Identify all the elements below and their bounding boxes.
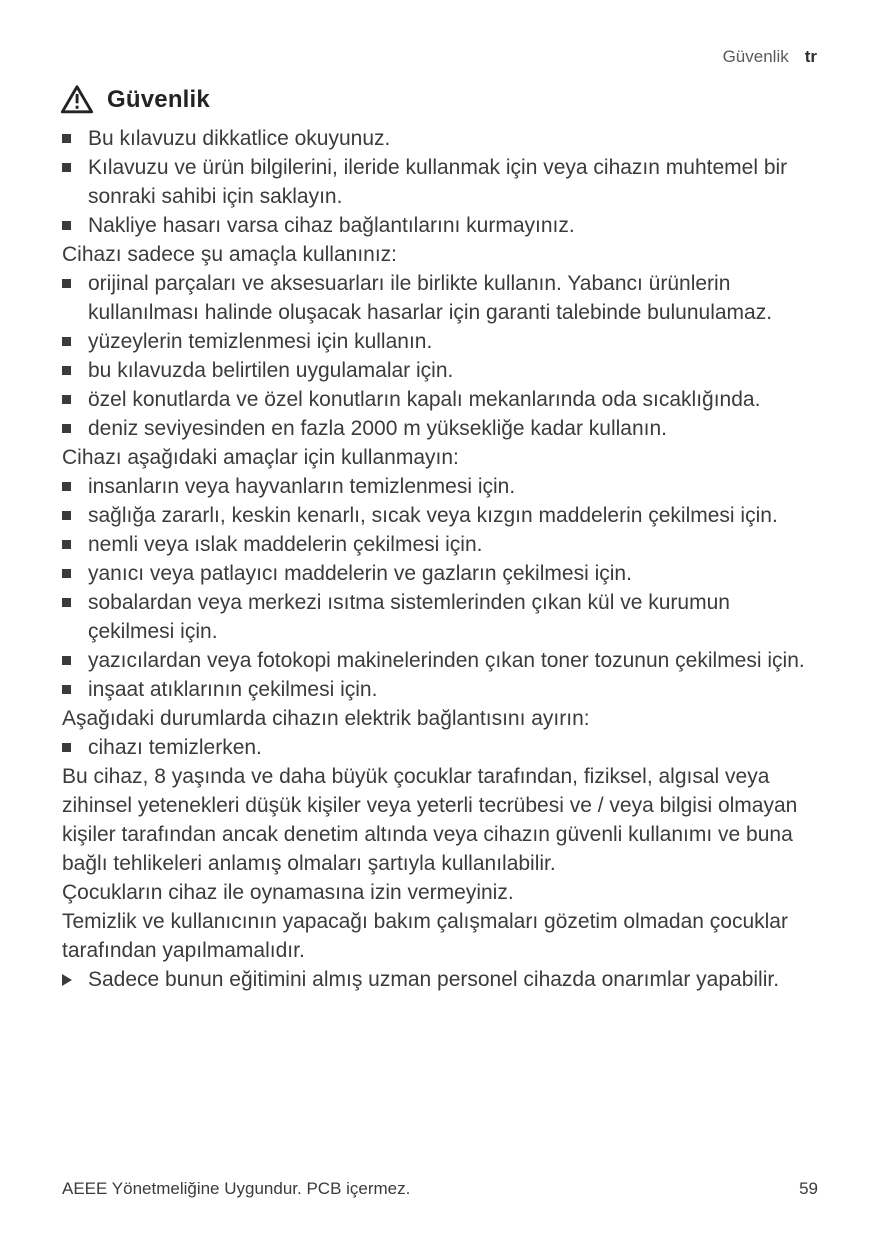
bullet-list-item (62, 153, 818, 211)
text-line (62, 704, 818, 733)
item-text: sağlığa zararlı, keskin kenarlı, sıcak veya kızgın maddelerin çekilmesi için. (88, 504, 778, 527)
item-text: Aşağıdaki durumlarda cihazın elektrik bağlantısını ayırın: (62, 707, 590, 730)
square-bullet-icon (62, 472, 88, 491)
item-text: Temizlik ve kullanıcının yapacağı bakım çalışmaları gözetim olmadan çocuklar tarafından yapılmamalıdır. (62, 910, 788, 962)
square-bullet-icon (62, 327, 88, 346)
square-bullet-glyph (62, 743, 71, 752)
square-bullet-icon (62, 646, 88, 665)
text-line (62, 878, 818, 907)
content (62, 124, 818, 994)
square-bullet-icon (62, 530, 88, 549)
square-bullet-glyph (62, 279, 71, 288)
square-bullet-icon (62, 414, 88, 433)
bullet-list-item (62, 414, 818, 443)
bullet-list-item (62, 559, 818, 588)
item-text: sobalardan veya merkezi ısıtma sistemlerinden çıkan kül ve kurumun çekilmesi için. (88, 591, 730, 643)
bullet-list-item (62, 646, 818, 675)
text-line (62, 443, 818, 472)
square-bullet-icon (62, 153, 88, 172)
square-bullet-glyph (62, 656, 71, 665)
item-text: Cihazı aşağıdaki amaçlar için kullanmayın: (62, 446, 459, 469)
item-text: Kılavuzu ve ürün bilgilerini, ileride kullanmak için veya cihazın muhtemel bir sonraki sahibi için saklayın. (88, 156, 788, 208)
square-bullet-icon (62, 588, 88, 607)
item-text: Sadece bunun eğitimini almış uzman personel cihazda onarımlar yapabilir. (88, 968, 780, 991)
text-line (62, 907, 818, 965)
square-bullet-glyph (62, 337, 71, 346)
bullet-list-item (62, 269, 818, 327)
square-bullet-glyph (62, 598, 71, 607)
item-text: deniz seviyesinden en fazla 2000 m yüksekliğe kadar kullanın. (88, 417, 668, 440)
page-title: Güvenlik (107, 85, 210, 113)
bullet-list-item (62, 327, 818, 356)
item-text: cihazı temizlerken. (88, 736, 262, 759)
page-number: 59 (799, 1179, 818, 1198)
item-text: Nakliye hasarı varsa cihaz bağlantılarını kurmayınız. (88, 214, 575, 237)
item-text: bu kılavuzda belirtilen uygulamalar için. (88, 359, 454, 382)
header-section-label: Güvenlik (722, 47, 789, 66)
square-bullet-glyph (62, 540, 71, 549)
square-bullet-icon (62, 269, 88, 288)
arrow-bullet-glyph (62, 974, 72, 986)
bullet-list-item (62, 733, 818, 762)
bullet-list-item (62, 385, 818, 414)
warning-triangle-icon (60, 84, 94, 115)
item-text: Cihazı sadece şu amaçla kullanınız: (62, 243, 398, 266)
running-header (723, 47, 817, 67)
square-bullet-glyph (62, 163, 71, 172)
item-text: insanların veya hayvanların temizlenmesi için. (88, 475, 516, 498)
arrow-bullet-icon (62, 965, 88, 986)
page-footer (62, 1179, 818, 1199)
square-bullet-icon (62, 385, 88, 404)
text-line (62, 762, 818, 878)
bullet-list-item (62, 356, 818, 385)
item-text: özel konutlarda ve özel konutların kapalı mekanlarında oda sıcaklığında. (88, 388, 761, 411)
item-text: Çocukların cihaz ile oynamasına izin vermeyiniz. (62, 881, 514, 904)
square-bullet-icon (62, 501, 88, 520)
square-bullet-icon (62, 675, 88, 694)
square-bullet-icon (62, 356, 88, 375)
square-bullet-icon (62, 559, 88, 578)
square-bullet-glyph (62, 424, 71, 433)
square-bullet-glyph (62, 366, 71, 375)
item-text: orijinal parçaları ve aksesuarları ile birlikte kullanın. Yabancı ürünlerin kullanılması halinde oluşacak hasarlar için garanti talebinde bulunulamaz. (88, 272, 773, 324)
bullet-list-item (62, 124, 818, 153)
square-bullet-glyph (62, 221, 71, 230)
item-text: inşaat atıklarının çekilmesi için. (88, 678, 378, 701)
item-text: yanıcı veya patlayıcı maddelerin ve gazların çekilmesi için. (88, 562, 632, 585)
item-text: nemli veya ıslak maddelerin çekilmesi için. (88, 533, 483, 556)
square-bullet-glyph (62, 511, 71, 520)
item-text: Bu cihaz, 8 yaşında ve daha büyük çocuklar tarafından, fiziksel, algısal veya zihinsel yetenekleri düşük kişiler veya yeterli tecrübesi ve / veya bilgisi olmayan kişiler tarafından ancak denetim altında veya cihazın güvenli kullanımı ve buna bağlı tehlikeleri anlamış olmaları şartıyla kullanılabilir. (62, 765, 798, 875)
item-text: Bu kılavuzu dikkatlice okuyunuz. (88, 127, 391, 150)
square-bullet-icon (62, 211, 88, 230)
section-title-row (60, 84, 210, 115)
bullet-list-item (62, 472, 818, 501)
bullet-list-item (62, 211, 818, 240)
bullet-list-item (62, 675, 818, 704)
footer-compliance-text: AEEE Yönetmeliğine Uygundur. PCB içermez. (62, 1179, 411, 1198)
square-bullet-icon (62, 733, 88, 752)
square-bullet-glyph (62, 395, 71, 404)
square-bullet-glyph (62, 685, 71, 694)
square-bullet-icon (62, 124, 88, 143)
header-language-code: tr (804, 47, 817, 66)
arrow-list-item (62, 965, 818, 994)
item-text: yüzeylerin temizlenmesi için kullanın. (88, 330, 433, 353)
text-line (62, 240, 818, 269)
item-text: yazıcılardan veya fotokopi makinelerinden çıkan toner tozunun çekilmesi için. (88, 649, 805, 672)
square-bullet-glyph (62, 569, 71, 578)
bullet-list-item (62, 501, 818, 530)
square-bullet-glyph (62, 134, 71, 143)
square-bullet-glyph (62, 482, 71, 491)
bullet-list-item (62, 588, 818, 646)
bullet-list-item (62, 530, 818, 559)
